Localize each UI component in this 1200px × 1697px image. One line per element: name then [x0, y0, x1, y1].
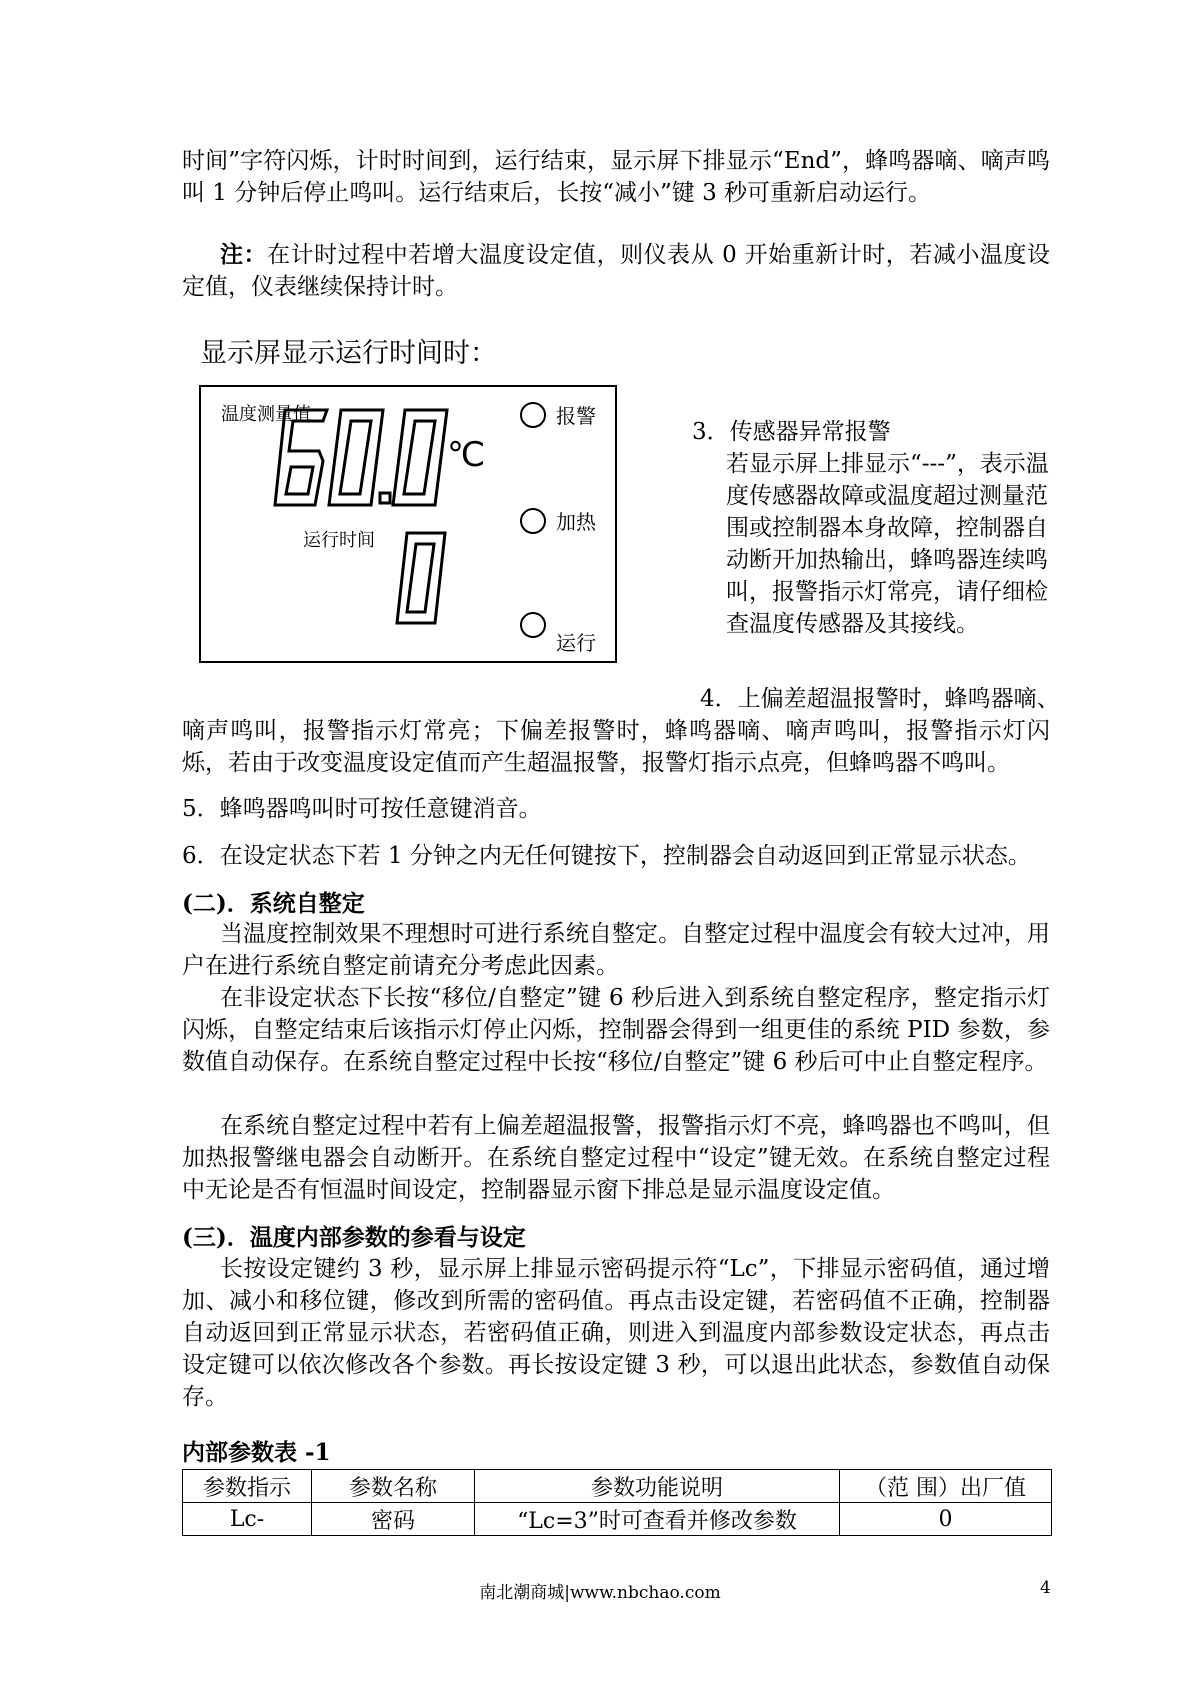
table-row	[183, 1503, 1052, 1536]
table-cell: 密码	[312, 1503, 475, 1536]
note-label: 注：	[220, 241, 268, 268]
run-time-label: 运行时间	[303, 530, 375, 551]
note-paragraph	[182, 239, 1050, 303]
section-3-para-1: 长按设定键约 3 秒，显示屏上排显示密码提示符“Lc”，下排显示密码值，通过增加、减小和移位键，修改到所需的密码值。再点击设定键，若密码值不正确，控制器自动返回到正常显示状态，若密码值正确，则进入到温度内部参数设定状态，再点击设定键可以依次修改各个参数。再长按设定键 3 秒，可以退出此状态，参数值自动保存。	[182, 1256, 1050, 1410]
table-header-cell: 参数功能说明	[475, 1470, 840, 1503]
table-cell: “Lc=3”时可查看并修改参数	[475, 1503, 840, 1536]
note-text: 在计时过程中若增大温度设定值，则仪表从 0 开始重新计时，若减小温度设定值，仪表继续保持计时。	[182, 242, 1050, 300]
item-4-first-line: 4．上偏差超温报警时，蜂鸣器嘀、	[700, 686, 1060, 712]
display-panel	[199, 385, 617, 663]
heat-led-label: 加热	[556, 510, 596, 534]
table-cell: 0	[840, 1503, 1052, 1536]
temp-measure-label: 温度测量值	[221, 404, 311, 425]
table-header-cell: 参数指示	[183, 1470, 312, 1503]
table-title: 内部参数表 -1	[182, 1439, 331, 1466]
display-title: 显示屏显示运行时间时：	[200, 338, 497, 369]
alarm-led-icon	[520, 402, 546, 428]
item-6: 6．在设定状态下若 1 分钟之内无任何键按下，控制器会自动返回到正常显示状态。	[182, 843, 1031, 869]
run-time-display	[391, 529, 451, 629]
table-cell: Lc-	[183, 1503, 312, 1536]
item-5: 5．蜂鸣器鸣叫时可按任意键消音。	[182, 796, 542, 822]
page-number: 4	[1040, 1578, 1051, 1598]
section-2-para-1: 当温度控制效果不理想时可进行系统自整定。自整定过程中温度会有较大过冲，用户在进行系统自整定前请充分考虑此因素。	[182, 921, 1050, 979]
item-4-rest: 嘀声鸣叫，报警指示灯常亮；下偏差报警时，蜂鸣器嘀、嘀声鸣叫，报警指示灯闪烁，若由于改变温度设定值而产生超温报警，报警灯指示点亮，但蜂鸣器不鸣叫。	[182, 718, 1050, 776]
section-2-para-3: 在系统自整定过程中若有上偏差超温报警，报警指示灯不亮，蜂鸣器也不鸣叫，但加热报警继电器会自动断开。在系统自整定过程中“设定”键无效。在系统自整定过程中无论是否有恒温时间设定，控制器显示窗下排总是显示温度设定值。	[182, 1113, 1050, 1203]
table-header-cell: （范 围）出厂值	[840, 1470, 1052, 1503]
celsius-unit: ℃	[447, 435, 486, 475]
heat-led-icon	[520, 508, 546, 534]
item-3-title: 3．传感器异常报警	[692, 419, 891, 445]
run-led-label: 运行	[556, 631, 596, 655]
table-header-cell: 参数名称	[312, 1470, 475, 1503]
item-3-block	[692, 416, 1062, 640]
alarm-led-label: 报警	[556, 404, 596, 428]
page-footer: 南北潮商城|www.nbchao.com	[479, 1583, 721, 1603]
item-3-body: 若显示屏上排显示“---”，表示温度传感器故障或温度超过测量范围或控制器本身故障，控制器自动断开加热输出，蜂鸣器连续鸣叫，报警指示灯常亮，请仔细检查温度传感器及其接线。	[726, 451, 1049, 637]
internal-parameter-table	[182, 1469, 1052, 1536]
temp-value-display	[271, 405, 471, 515]
table-header-row	[183, 1470, 1052, 1503]
section-3-title: (三)．温度内部参数的参看与设定	[182, 1224, 526, 1251]
run-led-icon	[520, 612, 546, 638]
section-2-title: (二)．系统自整定	[182, 890, 365, 917]
paragraph-run-end: 时间”字符闪烁，计时时间到，运行结束，显示屏下排显示“End”，蜂鸣器嘀、嘀声鸣叫 1 分钟后停止鸣叫。运行结束后，长按“减小”键 3 秒可重新启动运行。	[182, 148, 1050, 206]
section-2-para-2: 在非设定状态下长按“移位/自整定”键 6 秒后进入到系统自整定程序，整定指示灯闪烁，自整定结束后该指示灯停止闪烁，控制器会得到一组更佳的系统 PID 参数，参数值自动保存。在系统自整定过程中长按“移位/自整定”键 6 秒后可中止自整定程序。	[182, 985, 1050, 1075]
